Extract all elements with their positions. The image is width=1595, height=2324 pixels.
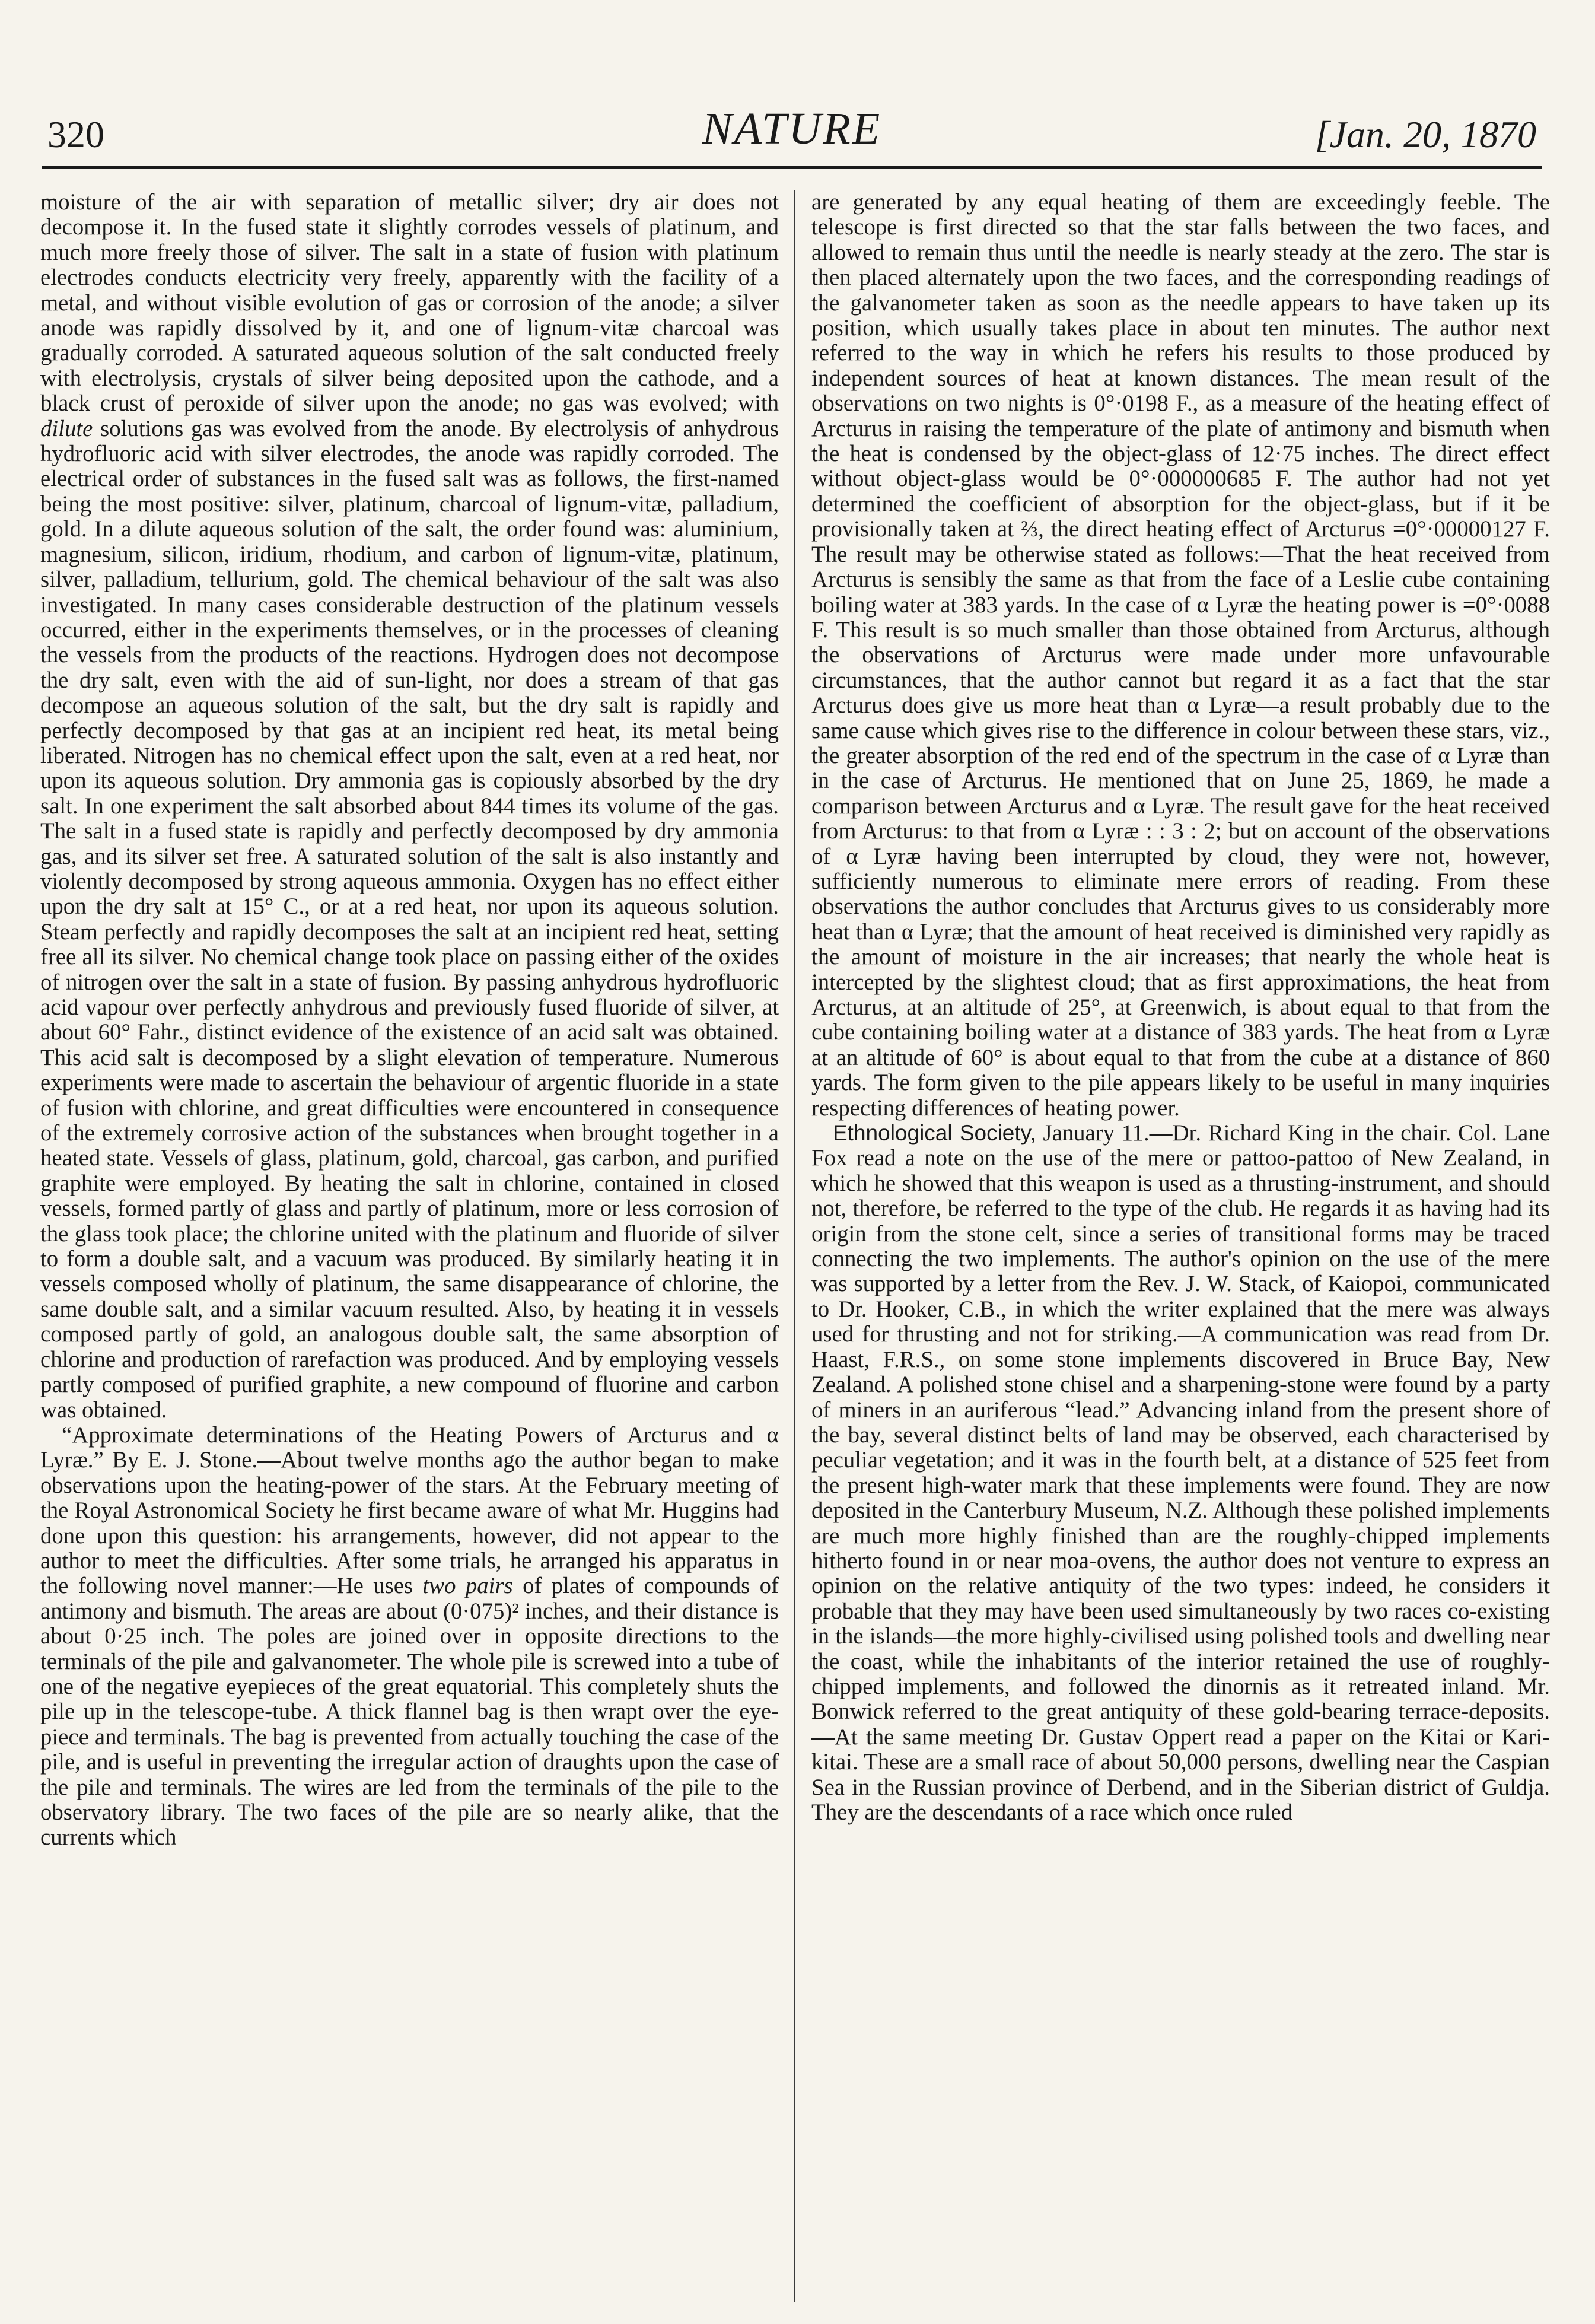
text-run: of plates of compounds of antimony and bismuth. The areas are about (0·075)² inches, and their distance is about 0·25 inch. The poles are joined over in opposite directions to the terminals of the pile and galvanometer. The whole pile is screwed into a tube of one of the negative eyepieces of the great equatorial. This completely shuts the pile up in the telescope-tube. A thick flannel bag is then wrapt over the eye-piece and terminals. The bag is prevented from actually touching the case of the pile, and is useful in preventing the irregular action of draughts upon the case of the pile and terminals. The wires are led from the terminals of the pile to the observatory library. The two faces of the pile are so nearly alike, that the currents which — [40, 1573, 779, 1851]
page-header — [42, 101, 1542, 169]
column-divider — [794, 190, 795, 2302]
page-number: 320 — [47, 113, 104, 155]
paragraph-ethnological-society — [811, 1121, 1550, 1825]
text-run: are generated by any equal heating of them are exceedingly feeble. The telescope is first directed so that the star falls between the two faces, and allowed to remain thus until the needle is nearly steady at the zero. The star is then placed alternately upon the two faces, and the corresponding readings of the galvanometer taken as soon as the needle appears to have taken up its position, which usually takes place in about ten minutes. The author next referred to the way in which he refers his results to those produced by independent sources of heat at known distances. The mean result of the observations on two nights is 0°·0198 F., as a measure of the heating effect of Arcturus in raising the temperature of the plate of antimony and bismuth when the heat is condensed by the object-glass of 12·75 inches. The direct effect without object-glass would be 0°·000000685 F. The author had not yet determined the coefficient of absorption for the object-glass, but if it be provisionally taken at ⅔, the direct heating effect of Arcturus =0°·00000127 F. The result may be otherwise stated as follows:—That the heat received from Arcturus is sensibly the same as that from the face of a Leslie cube containing boiling water at 383 yards. In the case of α Lyræ the heating power is =0°·0088 F. This result is so much smaller than those obtained from Arcturus, although the observations of Arcturus were made under more unfavourable circumstances, that the author cannot but regard it as a fact that the star Arcturus does give us more heat than α Lyræ—a result probably due to the same cause which gives rise to the difference in colour between these stars, viz., the greater absorption of the red end of the spectrum in the case of α Lyræ than in the case of Arcturus. He mentioned that on June 25, 1869, he made a comparison between Arcturus and α Lyræ. The result gave for the heat received from Arcturus: to that from α Lyræ : : 3 : 2; but on account of the observations of α Lyræ having been interrupted by cloud, they were not, however, sufficiently numerous to eliminate mere errors of reading. From these observations the author concludes that Arcturus gives to us considerably more heat than α Lyræ; that the amount of heat received is diminished very rapidly as the amount of moisture in the air increases; that nearly the whole heat is intercepted by the slightest cloud; that as first approximations, the heat from Arcturus, at an altitude of 25°, at Greenwich, is about equal to that from the cube containing boiling water at a distance of 383 yards. The heat from α Lyræ at an altitude of 60° is about equal to that from the cube at a distance of 860 yards. The form given to the pile appears likely to be useful in many inquiries respecting differences of heating power. — [811, 190, 1550, 1121]
issue-date: [Jan. 20, 1870 — [1314, 113, 1536, 155]
right-column — [811, 190, 1550, 2302]
paragraph-arcturus — [811, 190, 1550, 1121]
italic-text: two pairs — [422, 1573, 513, 1599]
text-run: solutions gas was evolved from the anode. By electrolysis of anhydrous hydrofluoric acid with silver electrodes, the anode was rapidly corroded. The electrical order of substances in the fused salt was as follows, the first-named being the most positive: silver, platinum, charcoal of lignum-vitæ, palladium, gold. In a dilute aqueous solution of the salt, the order found was: aluminium, magnesium, silicon, iridium, rhodium, and carbon of lignum-vitæ, platinum, silver, palladium, tellurium, gold. The chemical behaviour of the salt was also investigated. In many cases considerable destruction of the platinum vessels occurred, either in the experiments themselves, or in the processes of cleaning the vessels from the products of the reactions. Hydrogen does not decompose the dry salt, even with the aid of sun-light, nor does a stream of that gas decompose an aqueous solution of the salt, but the dry salt is rapidly and perfectly decomposed by that gas at an incipient red heat, its metal being liberated. Nitrogen has no chemical effect upon the salt, even at a red heat, nor upon its aqueous solution. Dry ammonia gas is copiously absorbed by the dry salt. In one experiment the salt absorbed about 844 times its volume of the gas. The salt in a fused state is rapidly and perfectly decomposed by dry ammonia gas, and its silver set free. A saturated solution of the salt is also instantly and violently decomposed by strong aqueous ammonia. Oxygen has no effect either upon the dry salt at 15° C., or at a red heat, nor upon its aqueous solution. Steam perfectly and rapidly decomposes the salt at an incipient red heat, setting free all its silver. No chemical change took place on passing either of the oxides of nitrogen over the salt in a state of fusion. By passing anhydrous hydrofluoric acid vapour over perfectly anhydrous and previously fused fluoride of silver, at about 60° Fahr., distinct evidence of the existence of an acid salt was obtained. This acid salt is decomposed by a slight elevation of temperature. Numerous experiments were made to ascertain the behaviour of argentic fluoride in a state of fusion with chlorine, and great difficulties were encountered in consequence of the extremely corrosive action of the substances when brought together in a heated state. Vessels of glass, platinum, gold, charcoal, gas carbon, and purified graphite were employed. By heating the salt in chlorine, contained in closed vessels, formed partly of glass and partly of platinum, more or less corrosion of the glass took place; the chlorine united with the platinum and fluoride of silver to form a double salt, and a vacuum was produced. By similarly heating it in vessels composed wholly of platinum, the same disappearance of chlorine, the same double salt, and a similar vacuum resulted. Also, by heating it in vessels composed partly of gold, an analogous double salt, the same absorption of chlorine and production of rarefaction was produced. And by employing vessels partly composed of purified graphite, a new compound of fluorine and carbon was obtained. — [40, 415, 779, 1423]
text-run: “Approximate determinations of the Heating Powers of Arcturus and α Lyræ.” By E. J. Stone.—About twelve months ago the author began to make observations upon the heating-power of the stars. At the February meeting of the Royal Astronomical Society he first became aware of what Mr. Huggins had done upon this question: his arrangements, however, did not appear to the author to meet the difficulties. After some trials, he arranged his apparatus in the following novel manner:—He uses — [40, 1422, 779, 1599]
text-run: moisture of the air with separation of metallic silver; dry air does not decompose it. In the fused state it slightly corrodes vessels of platinum, and much more freely those of silver. The salt in a state of fusion with platinum electrodes conducts electricity very freely, apparently with the facility of a metal, and without visible evolution of gas or corrosion of the anode; a silver anode was rapidly dissolved by it, and one of lignum-vitæ charcoal was gradually corroded. A saturated aqueous solution of the salt conducted freely with electrolysis, crystals of silver being deposited upon the cathode, and a black crust of peroxide of silver upon the anode; no gas was evolved; with — [40, 190, 779, 417]
paragraph-heating-powers — [40, 1423, 779, 1851]
left-column — [40, 190, 779, 2302]
text-run: January 11.—Dr. Richard King in the chair. Col. Lane Fox read a note on the use of the mere or pattoo-pattoo of New Zealand, in which he showed that this weapon is used as a thrusting-instrument, and should not, therefore, be referred to the type of the club. He regards it as having had its origin from the stone celt, since a series of transitional forms may be traced connecting the two implements. The author's opinion on the use of the mere was supported by a letter from the Rev. J. W. Stack, of Kaiopoi, communicated to Dr. Hooker, C.B., in which the writer explained that the mere was always used for thrusting and not for striking.—A communication was read from Dr. Haast, F.R.S., on some stone implements discovered in Bruce Bay, New Zealand. A polished stone chisel and a sharpening-stone were found by a party of miners in an auriferous “lead.” Advancing inland from the present shore of the bay, several distinct belts of land may be observed, each characterised by peculiar vegetation; and it was in the fourth belt, at a distance of 525 feet from the present high-water mark that these implements were found. They are now deposited in the Canterbury Museum, N.Z. Although these polished implements are much more highly finished than are the roughly-chipped implements hitherto found in or near moa-ovens, the author does not venture to express an opinion on the relative antiquity of the two types: indeed, he considers it probable that they may have been used simultaneously by two races co-existing in the islands—the more highly-civilised using polished tools and dwelling near the coast, while the inhabitants of the interior retained the use of roughly-chipped implements, and followed the dinornis as it retreated inland. Mr. Bonwick referred to the great antiquity of these gold-bearing terrace-deposits.—At the same meeting Dr. Gustav Oppert read a paper on the Kitai or Kari-kitai. These are a small race of about 50,000 persons, dwelling near the Caspian Sea in the Russian province of Derbend, and in the Siberian district of Guldja. They are the descendants of a race which once ruled — [811, 1120, 1550, 1825]
journal-title: NATURE — [702, 104, 882, 154]
section-heading: Ethnological Society, — [833, 1121, 1036, 1146]
paragraph-silver-fluoride — [40, 190, 779, 1423]
italic-text: dilute — [40, 415, 93, 441]
